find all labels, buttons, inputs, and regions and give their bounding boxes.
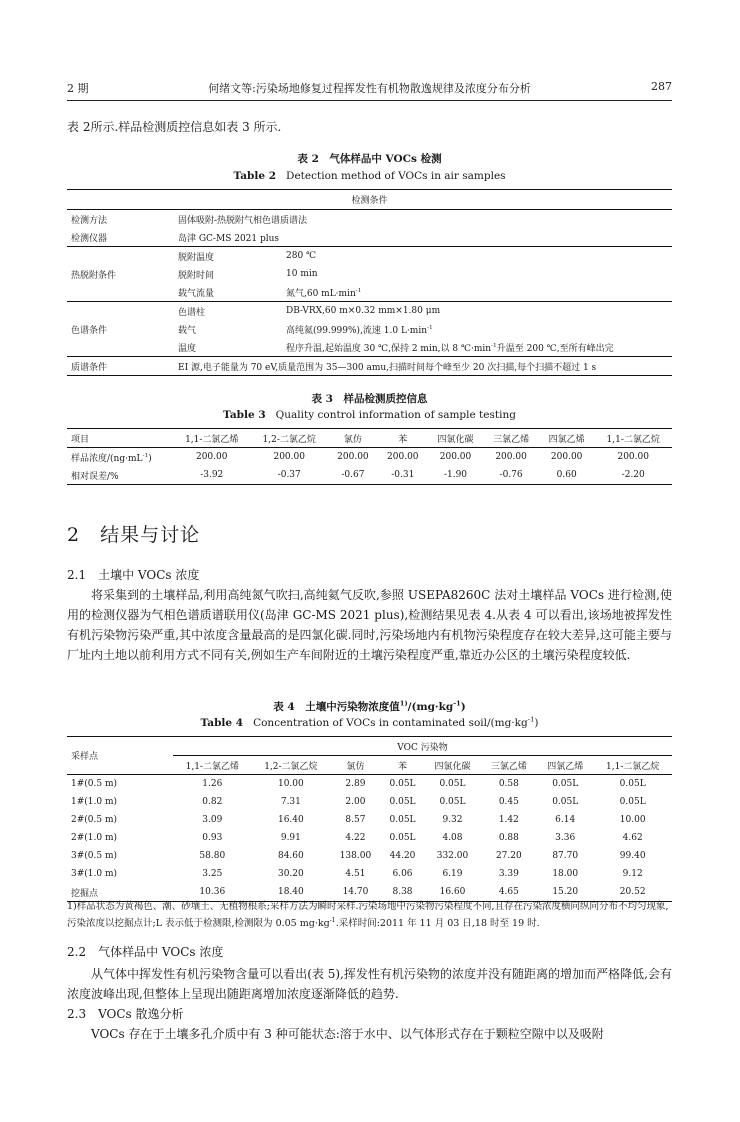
table3-caption-en (67, 409, 672, 421)
table-cell: 4.65 (498, 887, 519, 897)
table4-caption-cn: 表 4 土壤中污染物浓度值$^{1)}/(mg\cdot kg^{-1})$ (273, 699, 466, 713)
table-cell: 6.14 (555, 815, 576, 825)
table-cell: 3.25 (202, 869, 223, 879)
subsection-2-2-title: 2.2 气体样品中 VOCs 浓度 (67, 945, 224, 959)
table3-col-header: 四氯化碳 (428, 429, 484, 448)
table4-row-label: 挖掘点 (71, 888, 99, 899)
table-cell: 87.70 (552, 851, 579, 861)
table4-caption-en: Table 4 Concentration of VOCs in contaminated soil/$(mg\cdot kg^{-1})$ (200, 715, 539, 729)
table4-col-header: 三氯乙烯 (481, 756, 537, 775)
table2-param: 脱附温度 (178, 252, 215, 263)
table2-label: Table 2 (233, 170, 277, 182)
table-cell: 0.05L (389, 797, 416, 807)
table-cell: 0.05L (389, 833, 416, 843)
table-cell: -0.37 (277, 470, 301, 480)
table4-row-label: 2#(1.0 m) (71, 833, 117, 843)
intro-paragraph: 表 2所示.样品检测质控信息如表 3 所示. (67, 120, 282, 134)
table2-row-value: 岛津 GC-MS 2021 plus (174, 228, 672, 247)
table-cell: 0.05L (619, 797, 646, 807)
table-cell: 0.05L (389, 779, 416, 789)
table-cell: 15.20 (552, 887, 579, 897)
table-cell: -2.20 (621, 470, 645, 480)
table-cell: 200.00 (617, 452, 649, 462)
table-cell: 9.12 (622, 869, 643, 879)
table-row (67, 775, 672, 794)
table-cell: 200.00 (550, 452, 583, 462)
table-cell: 0.93 (202, 833, 223, 843)
table3-col-header: 1,1-二氯乙烯 (173, 429, 250, 448)
table-cell: 44.20 (389, 851, 416, 861)
table-cell: 18.00 (552, 869, 579, 879)
table-row (67, 210, 672, 229)
table2-row-value: 固体吸附-热脱附气相色谱质谱法 (178, 215, 308, 226)
table4-row-label: 1#(1.0 m) (71, 797, 117, 807)
table-cell: 2.89 (345, 779, 366, 789)
table-cell: 4.51 (345, 869, 366, 879)
table4-row-header: 采样点 (67, 737, 173, 775)
table-header-row (67, 429, 672, 448)
table4-footnote: 1)样品状态为黄褐色、潮、砂壤土、无植物根系;采样方法为瞬时采样.污染场地中污染物污染程度不同,且存在污染浓度横向纵向分布不均匀现象,污染浓度以挖掘点计;L 表示低于检测限,检测限为 0.05 $mg\cdot kg^{-1}$.采样时间:2011 年 11 月 03 日,18 时至 19 时. (67, 901, 669, 929)
table2-row-label: 检测方法 (71, 215, 108, 226)
section-heading: 2 结果与讨论 (67, 524, 201, 546)
table4-col-header: 1,1-二氯乙烷 (593, 756, 672, 775)
table-cell: 200.00 (387, 452, 419, 462)
table-cell: 4.08 (442, 833, 463, 843)
table-cell: 200.00 (337, 452, 369, 462)
table-cell: 0.05L (619, 779, 646, 789)
table2-param-value: 10 min (286, 269, 318, 279)
table-cell: -3.92 (200, 470, 224, 480)
table4-col-header: 苯 (381, 756, 425, 775)
table-cell: 200.00 (195, 452, 228, 462)
table2-param: 色谱柱 (178, 307, 206, 318)
table4-row-label: 1#(0.5 m) (71, 779, 117, 789)
table3-col-header: 1,1-二氯乙烷 (594, 429, 672, 448)
table4 (67, 736, 672, 902)
table4-col-header: 1,2-二氯乙烷 (252, 756, 331, 775)
table-cell: -1.90 (443, 470, 468, 480)
subsection-2-1-paragraph: 将采集到的土壤样品,利用高纯氮气吹扫,高纯氦气反吹,参照 USEPA8260C 法对土壤样品 VOCs 进行检测,使用的检测仪器为气相色谱质谱联用仪(岛津 GC-MS 2021 plus),检测结果见表 4.从表 4 可以看出,该场地被挥发性有机污染物污染严重,其中浓度含量最高的是四氯化碳.同时,污染场地内有机物污染程度存在较大差异,这可能主要与厂址内土地以前利用方式不同有关,例如生产车间附近的土壤污染程度严重,靠近办公区的土壤污染程度较低. (67, 588, 672, 662)
table-cell: 8.38 (392, 887, 413, 897)
table-row (67, 448, 672, 467)
table-cell: 0.45 (498, 797, 519, 807)
table-cell: 16.40 (277, 815, 304, 825)
table3-row-label: 样品浓度$/(ng\cdot mL^{-1})$ (71, 452, 152, 464)
table-cell: 138.00 (339, 851, 372, 861)
table2-caption-en (67, 170, 672, 182)
table-cell: 0.88 (498, 833, 519, 843)
table2-row-label: 检测仪器 (67, 228, 174, 247)
table-cell: 6.06 (392, 869, 413, 879)
running-title: 何绪文等:污染场地修复过程挥发性有机物散逸规律及浓度分布分析 (208, 82, 531, 95)
table-cell: 14.70 (342, 887, 369, 897)
table2-row-value: EI 源,电子能量为 70 eV,质量范围为 35—300 amu,扫描时间每个峰至少 20 次扫描,每个扫描不超过 1 s (178, 362, 597, 373)
table2-caption-cn: 表 2 气体样品中 VOCs 检测 (297, 153, 442, 165)
table-cell: -0.76 (499, 470, 523, 480)
table-cell: 332.00 (436, 851, 469, 861)
table3-col-header: 四氯乙烯 (539, 429, 595, 448)
table-cell: 0.05L (552, 779, 579, 789)
table2-caption-en-text: Detection method of VOCs in air samples (286, 170, 506, 182)
table-cell: 84.60 (277, 851, 304, 861)
table-row (67, 247, 672, 266)
table2-param: 脱附时间 (178, 270, 215, 281)
table4-col-header: 四氯乙烯 (537, 756, 593, 775)
table2-group-chrom: 色谱条件 (67, 302, 174, 357)
table-cell: 3.09 (202, 815, 223, 825)
table-cell: 27.20 (495, 851, 522, 861)
table-row (67, 847, 672, 865)
table-cell: 9.32 (442, 815, 463, 825)
table-cell: 0.58 (498, 779, 519, 789)
table-cell: 20.52 (619, 887, 646, 897)
table-cell: 10.00 (619, 815, 646, 825)
table-row (67, 466, 672, 485)
table-cell: 10.36 (199, 887, 226, 897)
table2-param-value: 280 ℃ (286, 251, 317, 261)
table-header-row (67, 737, 672, 756)
table-cell: 30.20 (277, 869, 304, 879)
table4-row-label: 2#(0.5 m) (71, 815, 117, 825)
subsection-2-3-title: 2.3 VOCs 散逸分析 (67, 1007, 184, 1021)
table-cell: 8.57 (345, 815, 366, 825)
table-cell: 0.60 (556, 470, 577, 480)
table2-param-value: 高纯氦(99.999%),流速 1.0 $L\cdot\min^{-1}$ (286, 324, 433, 336)
table-cell: 1.26 (202, 779, 223, 789)
table-cell: 200.00 (495, 452, 527, 462)
table-cell: 4.22 (345, 833, 366, 843)
table3-col-header: 三氯乙烯 (483, 429, 539, 448)
table3-col-header: 项目 (67, 429, 173, 448)
table3-label: Table 3 (223, 409, 266, 421)
table-cell: 200.00 (273, 452, 305, 462)
table-row (67, 302, 672, 321)
table-cell: -0.31 (391, 470, 415, 480)
table4-col-header: 四氯化碳 (424, 756, 480, 775)
table-cell: 16.60 (439, 887, 466, 897)
table3-caption-cn: 表 3 样品检测质控信息 (311, 393, 428, 405)
table-cell: 0.05L (552, 797, 579, 807)
table2-param: 载气流量 (174, 283, 282, 302)
subsection-2-2-paragraph: 从气体中挥发性有机污染物含量可以看出(表 5),挥发性有机污染物的浓度并没有随距离的增加而严格降低,会有浓度波峰出现,但整体上呈现出随距离增加浓度逐渐降低的趋势. (67, 967, 672, 1001)
table3-col-header: 氯仿 (328, 429, 378, 448)
table-cell: 3.39 (498, 869, 519, 879)
table4-row-label: 3#(0.5 m) (71, 851, 117, 861)
subsection-2-1-title: 2.1 土壤中 VOCs 浓度 (67, 568, 200, 582)
table2-param-value: 氮气,60 $mL\cdot\min^{-1}$ (282, 283, 672, 302)
table-cell: 99.40 (619, 851, 646, 861)
table2 (67, 189, 672, 376)
table4-row-label: 3#(1.0 m) (71, 869, 117, 879)
table4-label: Table 4 (200, 717, 244, 729)
table-cell: 2.00 (345, 797, 366, 807)
table-cell: 0.05L (389, 815, 416, 825)
table-cell: 18.40 (277, 887, 304, 897)
table-row (67, 357, 672, 376)
table3-col-header: 苯 (378, 429, 428, 448)
table3 (67, 428, 672, 485)
table-cell: 58.80 (199, 851, 226, 861)
table4-group-header: VOC 污染物 (173, 737, 672, 756)
table-row (67, 793, 672, 811)
table-row (67, 865, 672, 883)
table-row (67, 829, 672, 847)
table-cell: 0.82 (202, 797, 223, 807)
table2-param: 载气 (178, 325, 197, 336)
table-cell: 7.31 (280, 797, 301, 807)
table-cell: 0.05L (439, 797, 466, 807)
table-cell: 1.42 (498, 815, 519, 825)
table-cell: -0.67 (341, 470, 365, 480)
table-cell: 4.62 (622, 833, 643, 843)
table2-param-value: DB-VRX,60 m×0.32 mm×1.80 μm (286, 306, 441, 316)
table3-caption-en-text: Quality control information of sample testing (275, 409, 516, 421)
table-row (67, 228, 672, 247)
table3-row-label: 相对误差/% (71, 471, 119, 482)
page-number: 287 (651, 80, 672, 93)
table2-param-value: 程序升温,起始温度 30 ℃,保持 2 min,以 8 $℃\cdot\min^{-1}$升温至 200 ℃,至所有峰出完 (282, 338, 672, 357)
table-cell: 3.36 (555, 833, 576, 843)
header-rule (67, 100, 672, 101)
table-cell: 0.05L (439, 779, 466, 789)
table4-col-header: 1,1-二氯乙烯 (173, 756, 252, 775)
table2-row-label: 质谱条件 (71, 362, 108, 373)
table-cell: 6.19 (442, 869, 463, 879)
table-row (67, 811, 672, 829)
table2-param: 温度 (174, 338, 282, 357)
table-cell: 10.00 (277, 779, 304, 789)
table3-col-header: 1,2-二氯乙烷 (250, 429, 327, 448)
issue-number: 2 期 (67, 82, 89, 95)
table2-group-thermal: 热脱附条件 (67, 247, 174, 302)
table4-body (67, 775, 672, 902)
table4-col-header: 氯仿 (330, 756, 381, 775)
table-cell: 9.91 (280, 833, 301, 843)
table2-header: 检测条件 (67, 190, 672, 210)
subsection-2-3-paragraph: VOCs 存在于土壤多孔介质中有 3 种可能状态:溶于水中、以气体形式存在于颗粒空隙中以及吸附 (91, 1027, 604, 1041)
table-cell: 200.00 (439, 452, 472, 462)
